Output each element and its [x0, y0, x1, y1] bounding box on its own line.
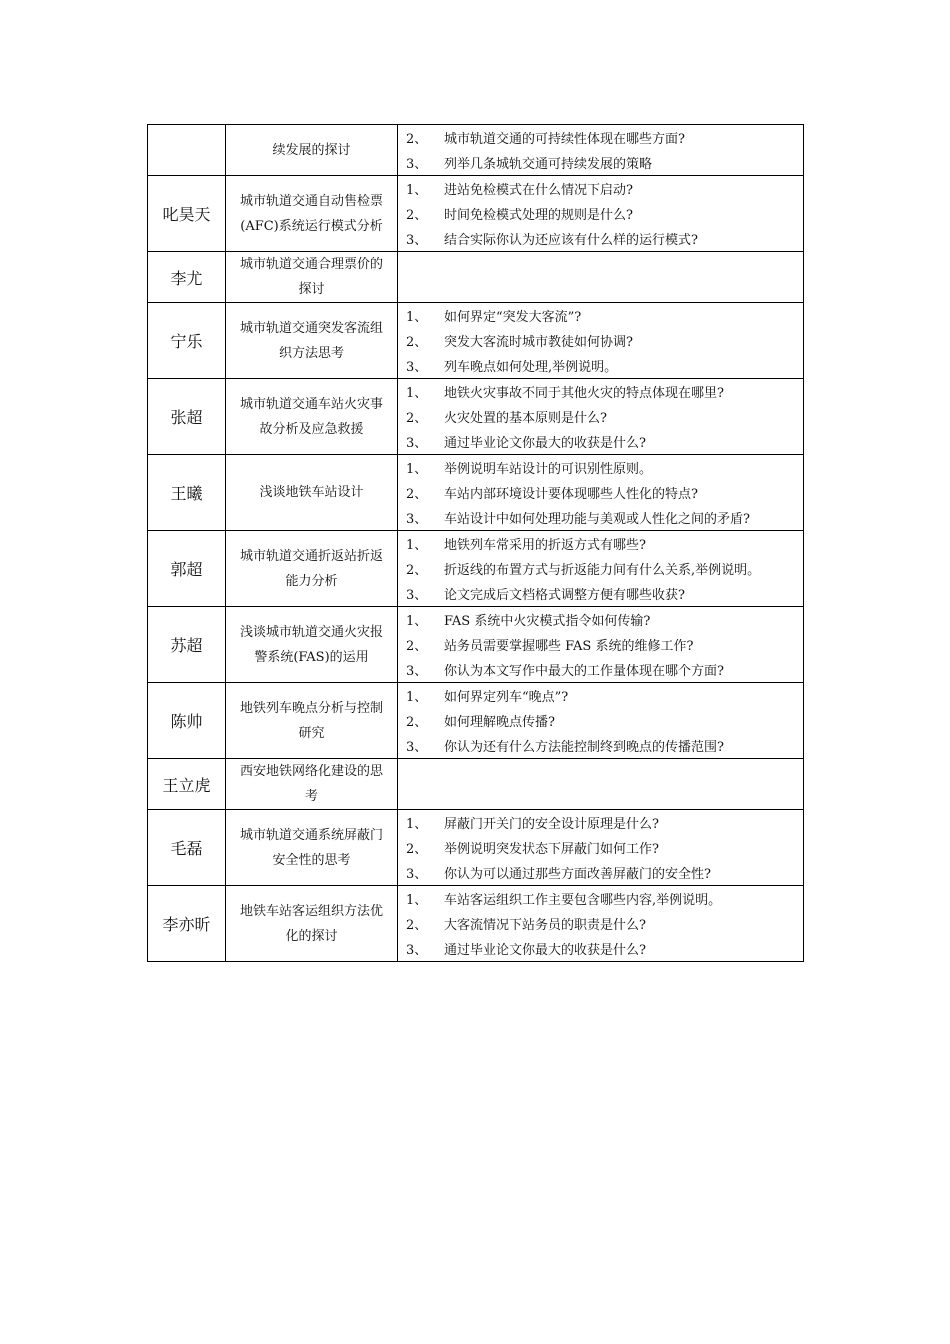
question-text: 你认为本文写作中最大的工作量体现在哪个方面?	[444, 664, 724, 679]
question-number: 3、	[406, 664, 428, 679]
question-number: 3、	[406, 360, 428, 375]
question-item	[406, 581, 799, 606]
question-item	[406, 936, 799, 961]
question-text: 地铁火灾事故不同于其他火灾的特点体现在哪里?	[444, 386, 724, 401]
thesis-topic: 城市轨道交通折返站折返能力分析	[226, 531, 398, 607]
table-row	[148, 252, 804, 303]
table-row	[148, 810, 804, 886]
question-text: 地铁列车常采用的折返方式有哪些?	[444, 538, 646, 553]
question-number: 2、	[406, 918, 428, 933]
question-text: 时间免检模式处理的规则是什么?	[444, 208, 633, 223]
defense-questions	[398, 607, 804, 683]
question-text: 你认为还有什么方法能控制终到晚点的传播范围?	[444, 740, 724, 755]
table-row	[148, 531, 804, 607]
question-number: 2、	[406, 335, 428, 350]
thesis-topic: 续发展的探讨	[226, 125, 398, 176]
question-text: 列举几条城轨交通可持续发展的策略	[444, 157, 653, 172]
question-number: 1、	[406, 310, 428, 325]
thesis-topic: 城市轨道交通车站火灾事故分析及应急救援	[226, 379, 398, 455]
defense-questions	[398, 886, 804, 962]
question-item	[406, 911, 799, 936]
question-text: 论文完成后文档格式调整方便有哪些收获?	[444, 588, 685, 603]
question-item	[406, 683, 799, 708]
student-name: 李亦昕	[148, 886, 226, 962]
question-number: 2、	[406, 208, 428, 223]
table-row	[148, 125, 804, 176]
question-number: 3、	[406, 588, 428, 603]
question-text: 通过毕业论文你最大的收获是什么?	[444, 943, 646, 958]
student-name: 苏超	[148, 607, 226, 683]
thesis-topic: 城市轨道交通自动售检票(AFC)系统运行模式分析	[226, 176, 398, 252]
table-row	[148, 303, 804, 379]
question-text: 屏蔽门开关门的安全设计原理是什么?	[444, 817, 659, 832]
question-text: 城市轨道交通的可持续性体现在哪些方面?	[444, 132, 685, 147]
thesis-topic: 城市轨道交通突发客流组织方法思考	[226, 303, 398, 379]
question-text: 火灾处置的基本原则是什么?	[444, 411, 607, 426]
question-item	[406, 810, 799, 835]
question-text: 你认为可以通过那些方面改善屏蔽门的安全性?	[444, 867, 711, 882]
thesis-topic: 西安地铁网络化建设的思考	[226, 759, 398, 810]
table-row	[148, 176, 804, 252]
question-text: 通过毕业论文你最大的收获是什么?	[444, 436, 646, 451]
question-text: 大客流情况下站务员的职责是什么?	[444, 918, 646, 933]
question-item	[406, 531, 799, 556]
table-row	[148, 683, 804, 759]
student-name: 李尤	[148, 252, 226, 303]
thesis-defense-question-table	[147, 124, 804, 962]
question-text: 进站免检模式在什么情况下启动?	[444, 183, 633, 198]
question-number: 1、	[406, 614, 428, 629]
question-text: 举例说明突发状态下屏蔽门如何工作?	[444, 842, 659, 857]
defense-questions	[398, 455, 804, 531]
question-number: 1、	[406, 690, 428, 705]
question-number: 3、	[406, 157, 428, 172]
defense-questions	[398, 683, 804, 759]
thesis-topic: 地铁列车晚点分析与控制研究	[226, 683, 398, 759]
question-text: 结合实际你认为还应该有什么样的运行模式?	[444, 233, 698, 248]
question-text: 突发大客流时城市教徒如何协调?	[444, 335, 633, 350]
question-text: 站务员需要掌握哪些 FAS 系统的维修工作?	[444, 639, 694, 654]
defense-questions	[398, 810, 804, 886]
question-item	[406, 733, 799, 758]
defense-questions	[398, 125, 804, 176]
question-text: 如何界定“突发大客流”?	[444, 310, 582, 325]
question-number: 2、	[406, 639, 428, 654]
question-text: 折返线的布置方式与折返能力间有什么关系,举例说明。	[444, 563, 761, 578]
question-item	[406, 379, 799, 404]
question-item	[406, 708, 799, 733]
question-number: 3、	[406, 436, 428, 451]
question-number: 1、	[406, 462, 428, 477]
question-number: 3、	[406, 233, 428, 248]
question-text: 如何界定列车“晚点”?	[444, 690, 569, 705]
question-item	[406, 429, 799, 454]
question-item	[406, 455, 799, 480]
question-number: 1、	[406, 817, 428, 832]
question-text: 车站设计中如何处理功能与美观或人性化之间的矛盾?	[444, 512, 750, 527]
question-item	[406, 125, 799, 150]
student-name	[148, 125, 226, 176]
thesis-topic: 浅谈地铁车站设计	[226, 455, 398, 531]
student-name: 王立虎	[148, 759, 226, 810]
question-number: 2、	[406, 563, 428, 578]
question-item	[406, 657, 799, 682]
question-number: 3、	[406, 867, 428, 882]
question-text: 举例说明车站设计的可识别性原则。	[444, 462, 653, 477]
student-name: 毛磊	[148, 810, 226, 886]
question-item	[406, 632, 799, 657]
defense-questions	[398, 379, 804, 455]
question-item	[406, 150, 799, 175]
question-item	[406, 201, 799, 226]
question-item	[406, 226, 799, 251]
table-row	[148, 759, 804, 810]
question-item	[406, 404, 799, 429]
question-item	[406, 480, 799, 505]
defense-questions	[398, 176, 804, 252]
table-body	[148, 125, 804, 962]
question-number: 1、	[406, 538, 428, 553]
question-number: 1、	[406, 893, 428, 908]
question-item	[406, 303, 799, 328]
question-item	[406, 607, 799, 632]
defense-questions	[398, 252, 804, 303]
question-number: 2、	[406, 842, 428, 857]
question-number: 1、	[406, 183, 428, 198]
student-name: 王曦	[148, 455, 226, 531]
question-number: 2、	[406, 132, 428, 147]
question-text: 列车晚点如何处理,举例说明。	[444, 360, 618, 375]
defense-questions	[398, 303, 804, 379]
table-row	[148, 379, 804, 455]
question-item	[406, 505, 799, 530]
question-text: 车站内部环境设计要体现哪些人性化的特点?	[444, 487, 698, 502]
thesis-topic: 地铁车站客运组织方法优化的探讨	[226, 886, 398, 962]
thesis-topic: 浅谈城市轨道交通火灾报警系统(FAS)的运用	[226, 607, 398, 683]
question-item	[406, 353, 799, 378]
student-name: 叱昊天	[148, 176, 226, 252]
question-text: 如何理解晚点传播?	[444, 715, 555, 730]
question-text: FAS 系统中火灾模式指令如何传输?	[444, 614, 651, 629]
question-number: 3、	[406, 512, 428, 527]
defense-questions	[398, 759, 804, 810]
question-number: 2、	[406, 715, 428, 730]
question-number: 2、	[406, 411, 428, 426]
student-name: 陈帅	[148, 683, 226, 759]
question-number: 1、	[406, 386, 428, 401]
table-row	[148, 886, 804, 962]
table-row	[148, 607, 804, 683]
defense-questions	[398, 531, 804, 607]
student-name: 宁乐	[148, 303, 226, 379]
question-number: 3、	[406, 943, 428, 958]
question-item	[406, 556, 799, 581]
question-item	[406, 860, 799, 885]
table-row	[148, 455, 804, 531]
question-number: 2、	[406, 487, 428, 502]
question-text: 车站客运组织工作主要包含哪些内容,举例说明。	[444, 893, 722, 908]
question-item	[406, 886, 799, 911]
student-name: 张超	[148, 379, 226, 455]
question-item	[406, 328, 799, 353]
question-item	[406, 176, 799, 201]
question-item	[406, 835, 799, 860]
thesis-topic: 城市轨道交通合理票价的探讨	[226, 252, 398, 303]
student-name: 郭超	[148, 531, 226, 607]
question-number: 3、	[406, 740, 428, 755]
thesis-topic: 城市轨道交通系统屏蔽门安全性的思考	[226, 810, 398, 886]
